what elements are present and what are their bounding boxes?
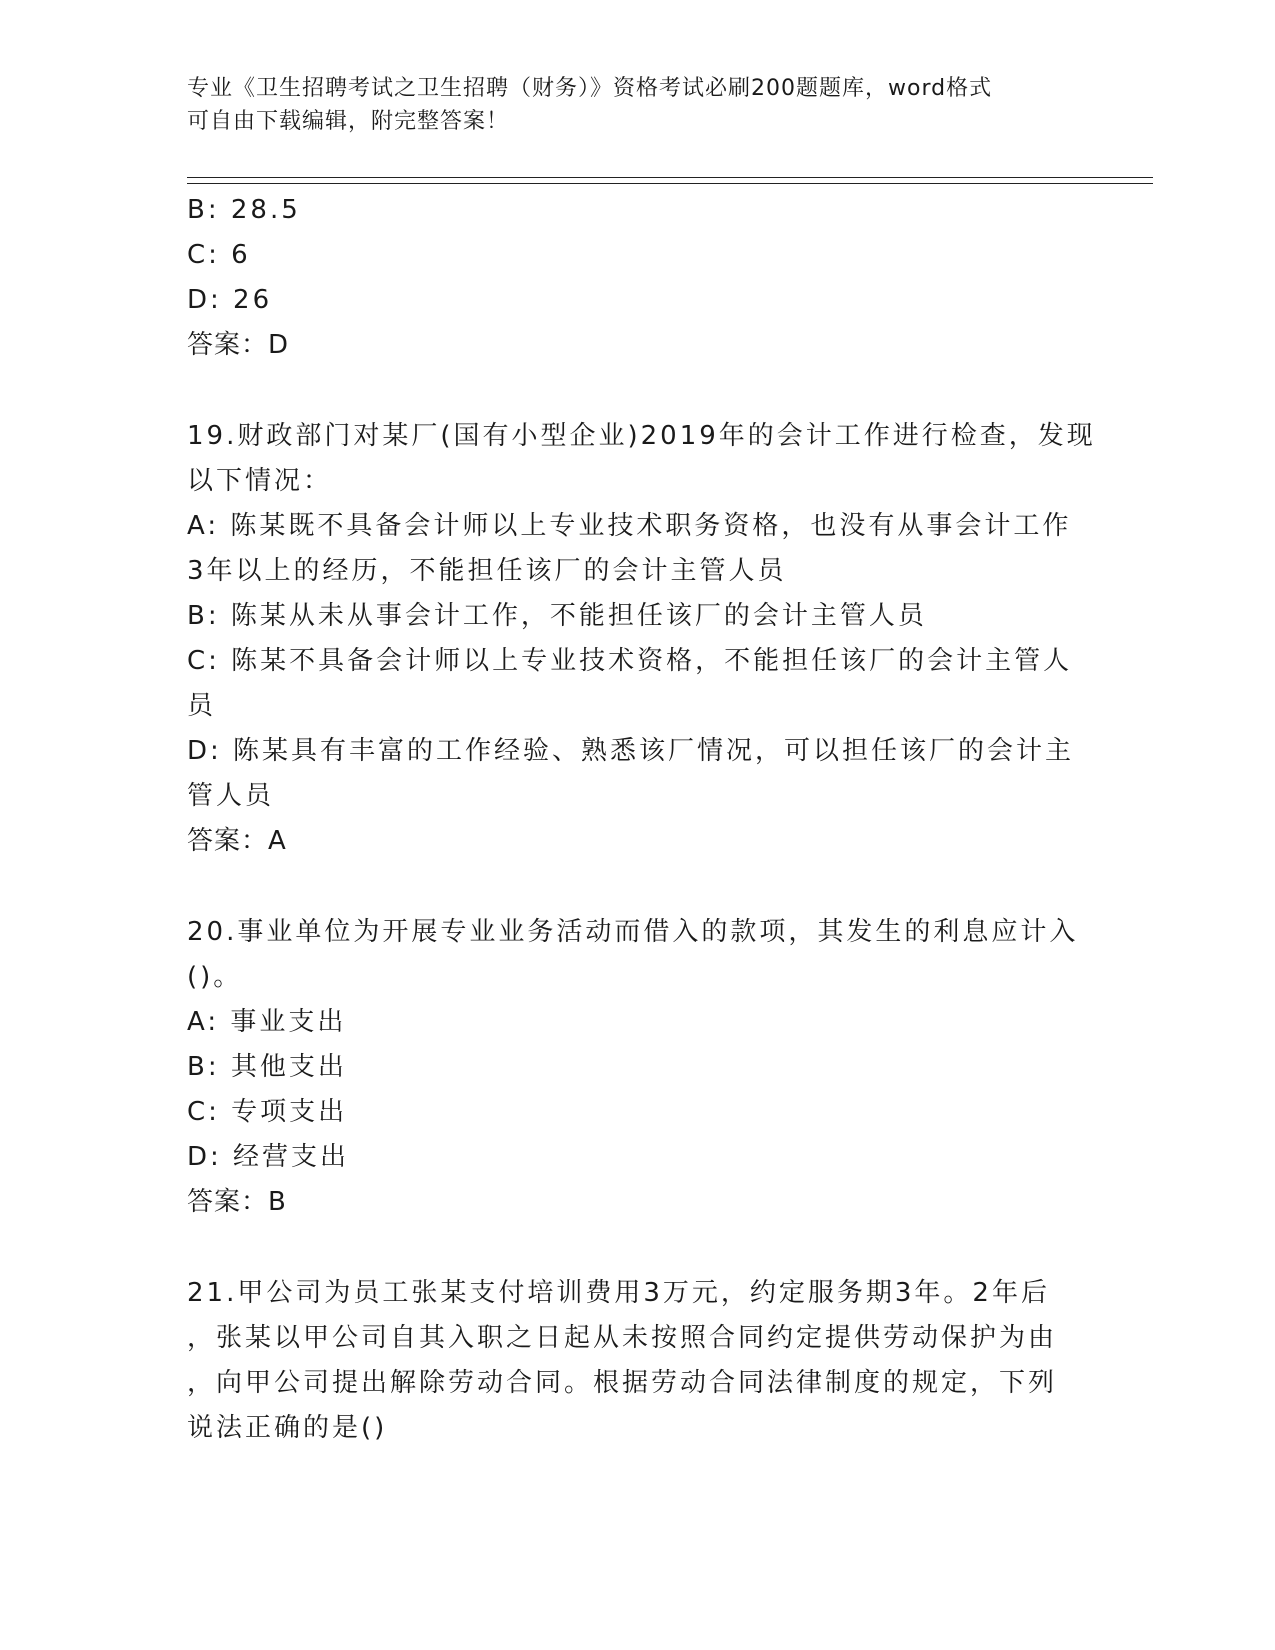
q21-stem-line-4: 说法正确的是() — [187, 1413, 388, 1443]
q19-option-c-line-2: 员 — [187, 691, 217, 721]
spacer — [187, 864, 1087, 910]
q21-stem-line-3: ，向甲公司提出解除劳动合同。根据劳动合同法律制度的规定，下列 — [187, 1368, 1058, 1398]
header-divider — [187, 177, 1153, 184]
q19-stem-line-1: 19.财政部门对某厂(国有小型企业)2019年的会计工作进行检查，发现 — [187, 421, 1096, 451]
q21-stem-line-1: 21.甲公司为员工张某支付培训费用3万元，约定服务期3年。2年后 — [187, 1278, 1050, 1308]
q18-option-d: D: 26 — [187, 285, 273, 315]
q18-answer: 答案：D — [187, 330, 290, 360]
q20-option-c: C: 专项支出 — [187, 1097, 348, 1127]
header-line-1: 专业《卫生招聘考试之卫生招聘（财务）》资格考试必刷200题题库，word格式 — [187, 76, 993, 101]
q19-stem-line-2: 以下情况： — [187, 466, 333, 496]
q19-option-d-line-1: D: 陈某具有丰富的工作经验、熟悉该厂情况，可以担任该厂的会计主 — [187, 736, 1075, 766]
q20-stem-line-1: 20.事业单位为开展专业业务活动而借入的款项，其发生的利息应计入 — [187, 917, 1079, 947]
header-line-2: 可自由下载编辑，附完整答案！ — [187, 109, 510, 134]
q19-answer: 答案：A — [187, 826, 287, 856]
question-content — [187, 188, 1096, 1451]
spacer — [187, 1225, 1087, 1271]
q21-stem-line-2: ，张某以甲公司自其入职之日起从未按照合同约定提供劳动保护为由 — [187, 1323, 1058, 1353]
q20-answer: 答案：B — [187, 1187, 287, 1217]
q18-option-c: C: 6 — [187, 240, 251, 270]
q18-option-b: B: 28.5 — [187, 195, 301, 225]
q19-option-c-line-1: C: 陈某不具备会计师以上专业技术资格，不能担任该厂的会计主管人 — [187, 646, 1073, 676]
q20-stem-line-2: ()。 — [187, 962, 243, 992]
q19-option-b: B: 陈某从未从事会计工作，不能担任该厂的会计主管人员 — [187, 601, 927, 631]
spacer — [187, 368, 1087, 414]
q20-option-d: D: 经营支出 — [187, 1142, 350, 1172]
q19-option-d-line-2: 管人员 — [187, 781, 275, 811]
q20-option-a: A: 事业支出 — [187, 1007, 347, 1037]
document-header — [187, 72, 1087, 138]
q19-option-a-line-2: 3年以上的经历，不能担任该厂的会计主管人员 — [187, 556, 787, 586]
q20-option-b: B: 其他支出 — [187, 1052, 347, 1082]
q19-option-a-line-1: A: 陈某既不具备会计师以上专业技术职务资格，也没有从事会计工作 — [187, 511, 1072, 541]
